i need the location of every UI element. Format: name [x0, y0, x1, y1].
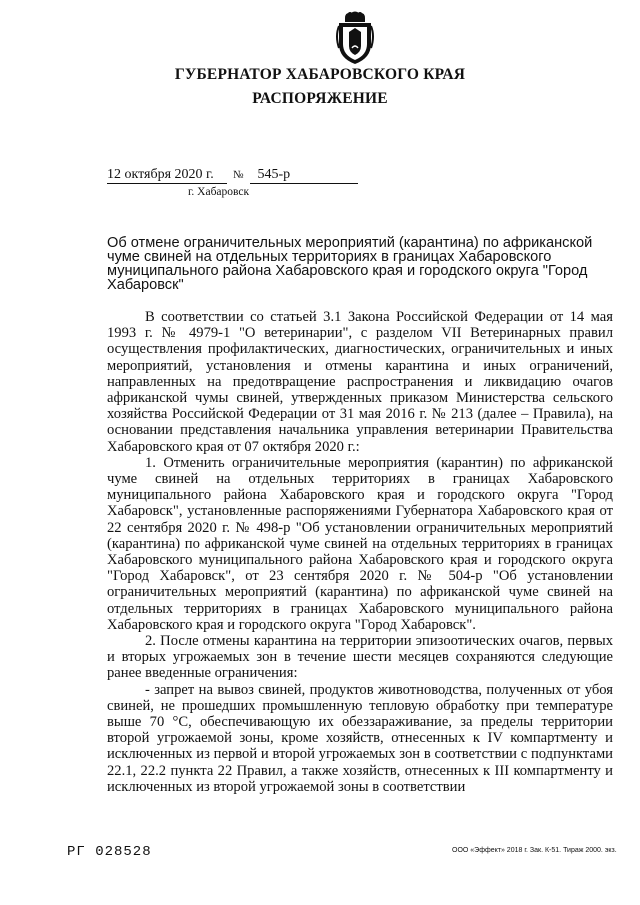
printer-imprint: ООО «Эффект» 2018 г. Зак. К-51. Тираж 2000. экз.	[452, 847, 617, 854]
document-city: г. Хабаровск	[188, 186, 250, 198]
preamble-paragraph: В соответствии со статьей 3.1 Закона Российской Федерации от 14 мая 1993 г. № 4979-1 "О ветеринарии", с разделом VII Ветеринарных правил осуществления профилактических, диагностических, ограничительных и иных мероприятий, установления и отмены карантина и иных ограничений, направленных на предотвращение распространения и ликвидацию очагов африканской чумы свиней, утвержденных приказом Министерства сельского хозяйства Российской Федерации от 31 мая 2016 г. № 213 (далее – Правила), на основании представления начальника управления ветеринарии Правительства Хабаровского края от 07 октября 2020 г.:	[107, 309, 613, 455]
number-sign: №	[233, 169, 244, 181]
document-number: 545-р	[250, 167, 358, 184]
date-number-line	[107, 167, 358, 184]
coat-of-arms-emblem	[331, 8, 379, 66]
document-date: 12 октября 2020 г.	[107, 167, 227, 184]
clause-2-paragraph: 2. После отмены карантина на территории эпизоотических очагов, первых и вторых угрожаемых зон в течение шести месяцев сохраняются следующие ранее введенные ограничения:	[107, 633, 613, 682]
clause-1-paragraph: 1. Отменить ограничительные мероприятия (карантин) по африканской чуме свиней на отдельных территориях в границах Хабаровского муниципального района Хабаровского края и городского округа "Город Хабаровск", установленные распоряжениями Губернатора Хабаровского края от 22 сентября 2020 г. № 498-р "Об установлении ограничительных мероприятий (карантина) по африканской чуме свиней на отдельных территориях в границах Хабаровского муниципального района Хабаровского края и городского округа "Город Хабаровск", от 23 сентября 2020 г. № 504-р "Об установлении ограничительных мероприятий (карантина) по африканской чуме свиней на отдельных территориях в границах Хабаровского муниципального района Хабаровского края и городского округа "Город Хабаровск".	[107, 454, 613, 633]
document-type-heading: РАСПОРЯЖЕНИЕ	[252, 90, 388, 107]
document-body	[107, 309, 613, 795]
governor-heading: ГУБЕРНАТОР ХАБАРОВСКОГО КРАЯ	[174, 66, 466, 83]
document-title: Об отмене ограничительных мероприятий (карантина) по африканской чуме свиней на отдельных территориях в границах Хабаровского муниципального района Хабаровского края и городского округа "Город Хабаровск"	[107, 235, 593, 293]
form-serial-number: РГ 028528	[67, 844, 152, 860]
restriction-list-item: - запрет на вывоз свиней, продуктов животноводства, полученных от убоя свиней, не прошедших промышленную тепловую обработку при температуре выше 70 °С, обеспечивающую их обеззараживание, за пределы территории второй угрожаемой зоны, кроме хозяйств, отнесенных к IV компартменту и исключенных из первой и второй угрожаемых зон в соответствии с подпунктами 22.1, 22.2 пункта 22 Правил, а также хозяйств, отнесенных к III компартменту и исключенных из второй угрожаемой зоны в соответствии	[107, 681, 613, 795]
